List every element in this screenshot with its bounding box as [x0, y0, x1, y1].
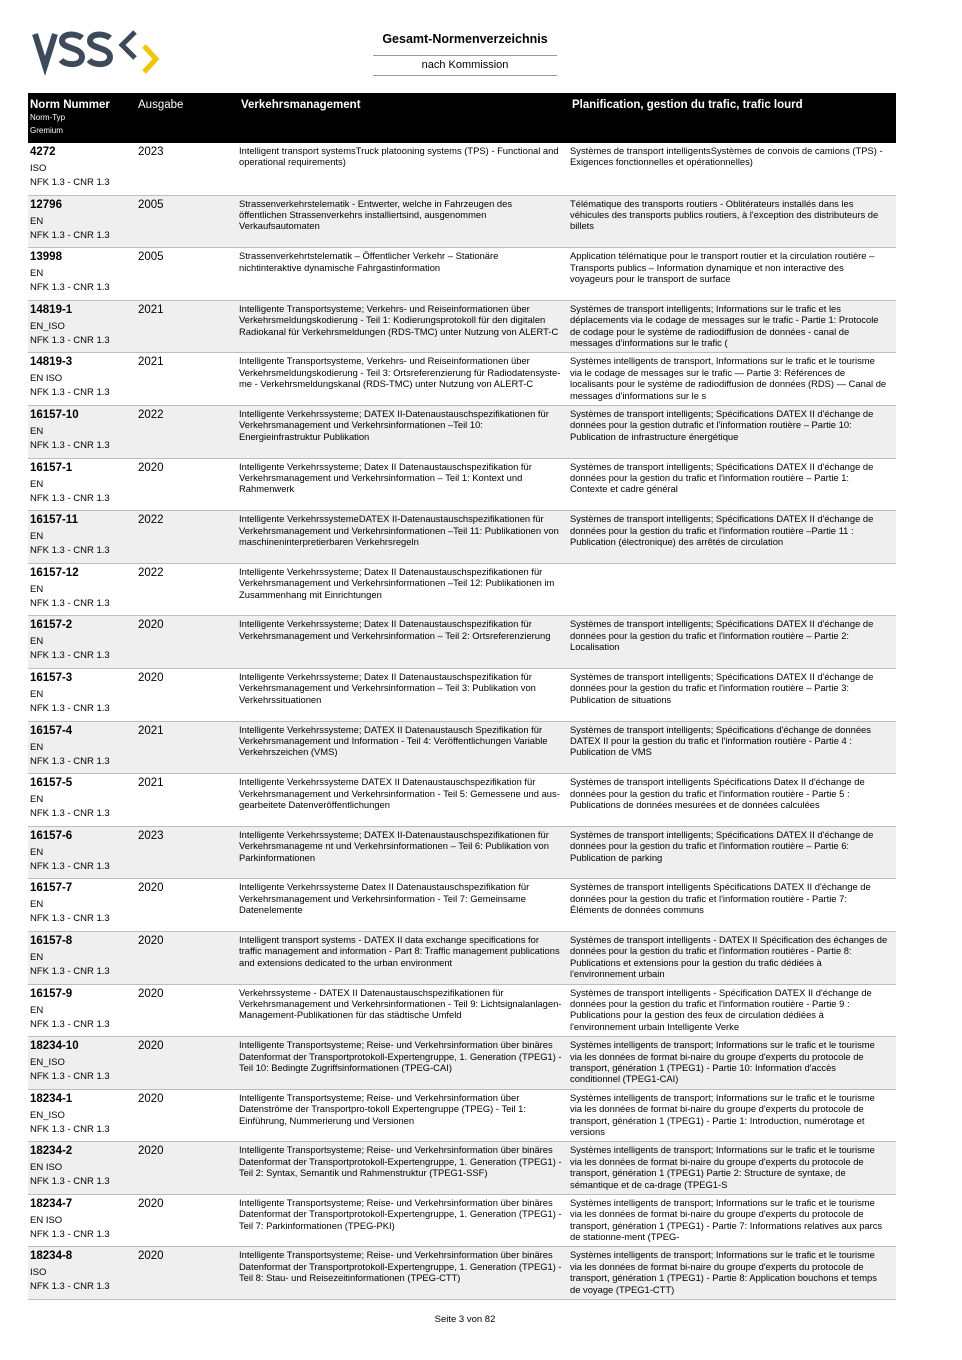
- title-fr-cell: [570, 1247, 896, 1300]
- norm-type: EN ISO: [30, 1214, 63, 1226]
- table-row: [28, 511, 896, 564]
- title-de-cell: [239, 195, 570, 248]
- title-fr-cell: [570, 248, 896, 301]
- norm-cell: [28, 248, 138, 301]
- ausgabe-year: 2023: [138, 829, 164, 842]
- norm-type: EN: [30, 478, 44, 490]
- title-fr-cell: [570, 668, 896, 721]
- ausgabe-cell: [138, 1194, 239, 1247]
- norm-number: 14819-3: [30, 356, 73, 369]
- title-de-cell: [239, 248, 570, 301]
- norm-number: 12796: [30, 198, 62, 211]
- ausgabe-year: 2020: [138, 671, 164, 684]
- title-fr: [570, 564, 896, 566]
- norm-number: 18234-10: [30, 1040, 79, 1053]
- norm-cell: [28, 879, 138, 932]
- header-ausgabe-cell: [138, 93, 239, 143]
- title-de: Intelligente Verkehrssysteme; Datex II Datenaustauschspezifikation für Verkehrsmanagement und Verkehrsinformation – Teil 1: Kontext und Rahmenwerk: [239, 460, 532, 495]
- table-header: [28, 93, 896, 143]
- title-de: Intelligente Verkehrssysteme; Datex II Datenaustauschspezifikation für Verkehrsmanagement und Verkehrsinformation – Teil 2: Ortsreferenzierung: [239, 618, 551, 641]
- norm-type: ISO: [30, 163, 47, 174]
- gremium: NFK 1.3 - CNR 1.3: [30, 545, 110, 557]
- norm-number: 16157-4: [30, 724, 73, 737]
- table-row: [28, 353, 896, 406]
- title-de-cell: [239, 458, 570, 511]
- norm-cell: [28, 826, 138, 879]
- norm-number: 18234-2: [30, 1145, 73, 1158]
- norm-type: EN: [30, 531, 44, 543]
- ausgabe-year: 2021: [138, 356, 164, 369]
- title-fr: Systèmes intelligents de transport; Informations sur le trafic et le tourisme via les données de format bi-naire du groupe d'experts du protocole de transport, génération 1 (TPEG1) - Partie 8: Application bouchons et temps de voyage (TPEG1-CTT): [570, 1249, 877, 1295]
- gremium: NFK 1.3 - CNR 1.3: [30, 808, 110, 820]
- ausgabe-year: 2023: [138, 146, 164, 158]
- norm-type: ISO: [30, 1267, 47, 1279]
- ausgabe-cell: [138, 826, 239, 879]
- gremium: NFK 1.3 - CNR 1.3: [30, 229, 110, 241]
- title-de: Intelligente Transportsysteme; Reise- und Verkehrsinformation über binäres Datenformat der Transportprotokoll-Expertengruppe, 1. Generation (TPEG1) - Teil 2: Syntax, Semantik und Rahmenstruktur (TPEG1-SSF): [239, 1144, 562, 1179]
- norm-type: EN: [30, 688, 44, 700]
- title-de: Intelligent transport systems - DATEX II data exchange specifications for traffic management and information - Part 8: Traffic management publications and extensions dedicated to the urban environment: [239, 933, 560, 968]
- title-de: Strassenverkehrtstelematik – Öffentlicher Verkehr – Stationäre nichtinteraktive dynamische Fahrgastinformation: [239, 250, 499, 273]
- title-de-cell: [239, 511, 570, 564]
- title-de: Intelligente Transportsysteme; Reise- und Verkehrsinformation über binäres Datenformat der Transportprotokoll-Expertengruppe, 1. Generation (TPEG1) - Teil 7: Parkinformationen (TPEG-PKI): [239, 1196, 562, 1231]
- norm-type: EN: [30, 794, 44, 806]
- ausgabe-cell: [138, 721, 239, 774]
- header-fr-cell: [570, 93, 896, 143]
- table-body: [28, 143, 896, 1300]
- gremium: NFK 1.3 - CNR 1.3: [30, 597, 110, 609]
- title-fr: Systèmes de transport intelligents - Spécification DATEX II d'échange de données pour la gestion du trafic et l'information routière - Partie 9 : Publications pour la gestion des feux de circulation dédiées à l'environnement urbain Intelligente Verke: [570, 986, 872, 1032]
- ausgabe-year: 2022: [138, 408, 164, 421]
- title-de: Intelligente Transportsysteme; Reise- und Verkehrsinformation über binäres Datenformat der Transportprotokoll-Expertengruppe, 1. Generation (TPEG1) - Teil 8: Stau- und Reisezeitinformationen (TPEG-CTT): [239, 1249, 562, 1284]
- ausgabe-year: 2020: [138, 619, 164, 632]
- gremium: NFK 1.3 - CNR 1.3: [30, 177, 110, 188]
- norm-cell: [28, 195, 138, 248]
- norm-cell: [28, 931, 138, 984]
- table-row: [28, 248, 896, 301]
- norm-type: EN_ISO: [30, 320, 65, 332]
- norm-cell: [28, 143, 138, 195]
- norm-cell: [28, 300, 138, 353]
- gremium: NFK 1.3 - CNR 1.3: [30, 702, 110, 714]
- ausgabe-cell: [138, 248, 239, 301]
- ausgabe-year: 2021: [138, 303, 164, 316]
- ausgabe-year: 2021: [138, 724, 164, 737]
- title-fr: Systèmes intelligents de transport, Informations sur le trafic et le tourisme via le codage de messages sur le trafic — Partie 3: Références de localisants pour le système de radiodiffusion de données (RDS) — Canal de messages d'informations sur le s: [570, 355, 887, 401]
- ausgabe-cell: [138, 458, 239, 511]
- title-de-cell: [239, 1142, 570, 1195]
- norm-cell: [28, 1142, 138, 1195]
- table-row: [28, 1142, 896, 1195]
- title-de: Intelligente Transportsysteme; Reise- und Verkehrsinformation über binäres Datenformat der Transportprotokoll-Expertengruppe, 1. Generation (TPEG1) - Teil 10: Bedingte Zugriffsinformationen (TPEG-CAI): [239, 1039, 562, 1073]
- table-row: [28, 458, 896, 511]
- title-fr-cell: [570, 721, 896, 774]
- norm-number: 18234-1: [30, 1092, 73, 1105]
- title-fr-cell: [570, 879, 896, 932]
- ausgabe-year: 2020: [138, 1250, 164, 1263]
- ausgabe-cell: [138, 405, 239, 458]
- gremium: NFK 1.3 - CNR 1.3: [30, 1228, 110, 1240]
- table-row: [28, 195, 896, 248]
- title-de: Intelligente Verkehrssysteme DATEX II Datenaustauschspezifikation für Verkehrsmanagement und Verkehrsinformation - Teil 5: Gemessene und aus-gearbeitete Datenveröffentlichungen: [239, 776, 560, 810]
- title-de-cell: [239, 143, 570, 195]
- gremium: NFK 1.3 - CNR 1.3: [30, 439, 110, 451]
- norm-cell: [28, 668, 138, 721]
- ausgabe-cell: [138, 300, 239, 353]
- norm-number: 16157-11: [30, 514, 78, 527]
- ausgabe-year: 2020: [138, 461, 164, 474]
- ausgabe-cell: [138, 511, 239, 564]
- title-fr-cell: [570, 1142, 896, 1195]
- gremium: NFK 1.3 - CNR 1.3: [30, 492, 110, 504]
- table-row: [28, 1089, 896, 1142]
- ausgabe-cell: [138, 1037, 239, 1090]
- norm-type: EN: [30, 268, 44, 280]
- norm-number: 16157-7: [30, 882, 73, 895]
- title-de: Intelligente Verkehrssysteme; Datex II Datenaustauschspezifikation für Verkehrsmanagement und Verkehrsinformation – Teil 3: Publikation von Verkehrssituationen: [239, 670, 536, 705]
- ausgabe-cell: [138, 774, 239, 827]
- header-de-cell: [239, 93, 570, 143]
- ausgabe-year: 2005: [138, 251, 164, 264]
- norm-type: EN: [30, 1004, 44, 1016]
- title-de: Intelligente Verkehrssysteme; DATEX II Datenaustausch Spezifikation für Verkehrsmanagement und Information - Teil 4: Veröffentlichungen Variable Verkehrszeichen (VMS): [239, 723, 548, 758]
- norm-cell: [28, 511, 138, 564]
- ausgabe-year: 2020: [138, 987, 164, 1000]
- title-de: Intelligente Transportsysteme; Reise- und Verkehrsinformation über Datenströme der Transportpro-tokoll Expertengruppe (TPEG) - Teil 1: Einführung, Nummerierung und Versionen: [239, 1091, 526, 1126]
- title-de-cell: [239, 984, 570, 1037]
- title-fr-cell: [570, 616, 896, 669]
- table-row: [28, 931, 896, 984]
- ausgabe-cell: [138, 143, 239, 195]
- title-de-cell: [239, 616, 570, 669]
- table-row: [28, 774, 896, 827]
- header-ausgabe: Ausgabe: [138, 99, 184, 111]
- title-fr: Systèmes intelligents de transport; Informations sur le trafic et le tourisme via les données de format bi-naire du groupe d'experts du protocole de transport, génération 1 (TPEG1) - Partie 10: Information d'accès conditionnel (TPEG1-CAI): [570, 1039, 875, 1085]
- title-de-cell: [239, 1194, 570, 1247]
- title-de-cell: [239, 931, 570, 984]
- title-fr: Systèmes de transport intelligents; Spécifications DATEX II d'échange de données pour la gestion du trafic et l'information routière – Partie 6: Publication de parking: [570, 828, 874, 863]
- norm-type: EN: [30, 846, 44, 858]
- ausgabe-year: 2020: [138, 882, 164, 895]
- table-row: [28, 1247, 896, 1300]
- title-fr-cell: [570, 195, 896, 248]
- gremium: NFK 1.3 - CNR 1.3: [30, 387, 110, 399]
- title-de: Intelligente Verkehrssysteme Datex II Datenaustauschspezifikation für Verkehrsmanagement und Verkehrsinformation - Teil 7: Gemeinsame Datenelemente: [239, 881, 530, 916]
- title-fr-cell: [570, 405, 896, 458]
- gremium: NFK 1.3 - CNR 1.3: [30, 913, 110, 925]
- gremium: NFK 1.3 - CNR 1.3: [30, 282, 110, 294]
- table-row: [28, 721, 896, 774]
- ausgabe-cell: [138, 616, 239, 669]
- norm-number: 16157-8: [30, 934, 73, 947]
- norm-type: EN: [30, 951, 44, 963]
- gremium: NFK 1.3 - CNR 1.3: [30, 1018, 110, 1030]
- norm-number: 18234-8: [30, 1250, 73, 1263]
- ausgabe-cell: [138, 1089, 239, 1142]
- title-de-cell: [239, 1089, 570, 1142]
- ausgabe-year: 2005: [138, 198, 164, 211]
- norm-table: [28, 93, 896, 1300]
- ausgabe-cell: [138, 984, 239, 1037]
- title-fr: Systèmes de transport intelligents Spécifications Datex II d'échange de données pour la gestion du trafic et l'information routière - Partie 5 : Publications de données mesurées et de données calculées: [570, 776, 865, 810]
- vss-logo: [32, 28, 162, 80]
- title-de-cell: [239, 405, 570, 458]
- table-row: [28, 300, 896, 353]
- title-fr: Systèmes de transport intelligentsSystèmes de convois de camions (TPS) - Exigences fonctionnelles et opérationnelles): [570, 145, 883, 168]
- norm-number: 16157-3: [30, 671, 73, 684]
- title-fr: Systèmes de transport intelligents; Spécifications d'échange de données DATEX II pour la gestion du trafic et l'information routière - Partie 4 : Publication de VMS: [570, 723, 871, 758]
- gremium: NFK 1.3 - CNR 1.3: [30, 1281, 110, 1293]
- norm-type: EN_ISO: [30, 1109, 65, 1121]
- page-number: Seite 3 von 82: [434, 1314, 496, 1325]
- norm-type: EN ISO: [30, 373, 63, 385]
- ausgabe-year: 2020: [138, 1145, 164, 1158]
- norm-cell: [28, 458, 138, 511]
- title-de: Intelligent transport systemsTruck platooning systems (TPS) - Functional and operational requirements): [239, 145, 559, 168]
- title-fr: Télématique des transports routiers - Oblitérateurs installés dans les véhicules des transports publics routiers, à l'exception des distributeurs de billets: [570, 197, 879, 232]
- gremium: NFK 1.3 - CNR 1.3: [30, 860, 110, 872]
- header-planification: Planification, gestion du trafic, trafic lourd: [572, 99, 803, 111]
- title-fr-cell: [570, 300, 896, 353]
- document-subtitle: nach Kommission: [373, 55, 557, 76]
- table-row: [28, 1037, 896, 1090]
- gremium: NFK 1.3 - CNR 1.3: [30, 1071, 110, 1083]
- header-norm-cell: [28, 93, 138, 143]
- table-row: [28, 1194, 896, 1247]
- table-row: [28, 143, 896, 195]
- ausgabe-cell: [138, 195, 239, 248]
- norm-cell: [28, 1089, 138, 1142]
- norm-number: 16157-10: [30, 408, 79, 421]
- table-row: [28, 563, 896, 616]
- table-row: [28, 405, 896, 458]
- title-de-cell: [239, 1037, 570, 1090]
- title-de: Intelligente Verkehrssysteme; DATEX II-Datenaustauschspezifikationen für Verkehrsmanagement und Verkehrsinformationen –Teil 10: Energieinfrastruktur Publikation: [239, 407, 549, 442]
- title-fr-cell: [570, 984, 896, 1037]
- title-fr: Application télématique pour le transport routier et la circulation routière – Transports publics – Information dynamique et non interactive des voyageurs pour le transport de surface: [570, 250, 875, 284]
- title-de: Intelligente Transportsysteme, Verkehrs- und Reiseinformationen über Verkehrsmeldungskodierung - Teil 3: Ortsreferenzierung für Radiodatensyste-me - Verkehrsmeldungskanal (RDS-TMC) unter Nutzung von ALERT-C: [239, 355, 561, 390]
- title-fr: Systèmes de transport intelligents; Spécifications DATEX II d'échange de données pour la gestion dutrafic et l'information routière – Partie 10: Publication de infrastructure énergétique: [570, 407, 874, 442]
- norm-number: 16157-1: [30, 461, 73, 474]
- title-fr: Systèmes de transport intelligents; Spécifications DATEX II d'échange de données pour la gestion du trafic et l'information routière –Partie 11 : Publication (électronique) des arrêtés de circulation: [570, 513, 874, 547]
- ausgabe-cell: [138, 353, 239, 406]
- title-de-cell: [239, 300, 570, 353]
- norm-type: EN: [30, 425, 44, 437]
- table-row: [28, 668, 896, 721]
- title-fr-cell: [570, 1037, 896, 1090]
- title-de: Intelligente VerkehrssystemeDATEX II-Datenaustauschspezifikationen für Verkehrsmanagement und Verkehrsinformationen –Teil 11: Publikationen von maschineninterpretierbaren Verkehrsregeln: [239, 513, 559, 547]
- norm-number: 13998: [30, 251, 62, 264]
- ausgabe-year: 2020: [138, 1197, 164, 1210]
- header-norm-typ: Norm-Typ: [30, 113, 66, 122]
- title-fr-cell: [570, 353, 896, 406]
- gremium: NFK 1.3 - CNR 1.3: [30, 650, 110, 662]
- header-norm-nummer: Norm Nummer: [30, 99, 110, 111]
- header-gremium: Gremium: [30, 126, 63, 135]
- ausgabe-cell: [138, 879, 239, 932]
- title-de: Verkehrssysteme - DATEX II Datenaustauschspezifikationen für Verkehrsmanagement und Verkehrsinformationen - Teil 9: Lichtsignalanlagen-Management-Publikationen für das städtische Umfeld: [239, 986, 562, 1021]
- ausgabe-year: 2020: [138, 1092, 164, 1105]
- ausgabe-cell: [138, 563, 239, 616]
- norm-cell: [28, 774, 138, 827]
- title-fr: Systèmes intelligents de transport; Informations sur le trafic et le tourisme via les données de format bi-naire du groupe d'experts du protocole de transport, génération 1 (TPEG1) - Partie 7: Informations relatives aux parcs de stationne-ment (TPEG-: [570, 1196, 883, 1243]
- norm-type: EN: [30, 899, 44, 911]
- table-row: [28, 616, 896, 669]
- norm-cell: [28, 616, 138, 669]
- norm-cell: [28, 563, 138, 616]
- title-de-cell: [239, 1247, 570, 1300]
- gremium: NFK 1.3 - CNR 1.3: [30, 755, 110, 767]
- title-de: Intelligente Verkehrssysteme; Datex II Datenaustauschspezifikationen für Verkehrsmanagement und Verkehrsinformationen –Teil 12: Publikationen im Zusammenhang mit Einrichtungen: [239, 565, 555, 600]
- title-fr: Systèmes intelligents de transport; Informations sur le trafic et le tourisme via les données de format bi-naire du groupe d'experts du protocole de transport, génération 1 (TPEG1) Partie 2: Structure de syntaxe, de sémantique et de ca-drage (TPEG1-S: [570, 1144, 875, 1190]
- title-fr: Systèmes de transport intelligents; Spécifications DATEX II d'échange de données pour la gestion du trafic et l'information routière – Partie 3: Publication de situations: [570, 670, 874, 705]
- gremium: NFK 1.3 - CNR 1.3: [30, 334, 110, 346]
- norm-cell: [28, 405, 138, 458]
- norm-cell: [28, 1037, 138, 1090]
- title-de-cell: [239, 879, 570, 932]
- norm-number: 14819-1: [30, 303, 73, 316]
- title-fr: Systèmes de transport intelligents Spécifications DATEX II d'échange de données pour la gestion du trafic et l'information routière - Partie 7: Éléments de données communs: [570, 881, 871, 916]
- ausgabe-year: 2020: [138, 934, 164, 947]
- gremium: NFK 1.3 - CNR 1.3: [30, 1176, 110, 1188]
- title-de-cell: [239, 721, 570, 774]
- norm-number: 16157-2: [30, 619, 73, 632]
- ausgabe-cell: [138, 1142, 239, 1195]
- title-de: Intelligente Verkehrssysteme; DATEX II-Datenaustauschspezifikationen für Verkehrsmanageme nt und Verkehrsinformationen – Teil 6: Publikation von Parkinformationen: [239, 828, 549, 863]
- title-fr: Systèmes de transport intelligents - DATEX II Spécification des échanges de données pour la gestion du trafic et l'information routières - Partie 8: Publications et extensions pour la gestion du trafic dédiées à l'environnement urbain: [570, 933, 888, 980]
- title-fr: Systèmes de transport intelligents; Spécifications DATEX II d'échange de données pour la gestion du trafic et l'information routière – Partie 1: Contexte et cadre général: [570, 460, 874, 495]
- ausgabe-year: 2021: [138, 777, 164, 790]
- norm-number: 16157-9: [30, 987, 73, 1000]
- title-de: Strassenverkehrstelematik - Entwerter, welche in Fahrzeugen des öffentlichen Strassenverkehrs installiertsind, ausgenommen Verkaufsautomaten: [239, 197, 513, 232]
- title-fr: Systèmes de transport intelligents; Spécifications DATEX II d'échange de données pour la gestion du trafic et l'information routière – Partie 2: Localisation: [570, 618, 874, 653]
- norm-type: EN: [30, 636, 44, 648]
- title-de-cell: [239, 563, 570, 616]
- title-de-cell: [239, 353, 570, 406]
- title-fr-cell: [570, 511, 896, 564]
- title-fr-cell: [570, 143, 896, 195]
- title-fr-cell: [570, 931, 896, 984]
- gremium: NFK 1.3 - CNR 1.3: [30, 1123, 110, 1135]
- title-de: Intelligente Transportsysteme; Verkehrs- und Reiseinformationen über Verkehrsmeldungskodierung - Teil 1: Kodierungsprotokoll für den digitalen Radiokanal für Verkehrsmeldungen (RDS-TMC) unter Nutzung von ALERT-C: [239, 302, 559, 337]
- norm-type: EN: [30, 215, 44, 227]
- norm-number: 16157-12: [30, 566, 79, 579]
- norm-cell: [28, 1247, 138, 1300]
- title-fr-cell: [570, 563, 896, 616]
- gremium: NFK 1.3 - CNR 1.3: [30, 965, 110, 977]
- norm-type: EN_ISO: [30, 1057, 65, 1069]
- norm-type: EN: [30, 583, 44, 595]
- title-fr-cell: [570, 1194, 896, 1247]
- norm-number: 16157-6: [30, 829, 73, 842]
- title-de-cell: [239, 668, 570, 721]
- ausgabe-year: 2022: [138, 566, 164, 579]
- title-fr: Systèmes de transport intelligents; Informations sur le trafic et les déplacements via le codage de messages sur le trafic - Partie 1: Protocole de codage pour le système de radiodiffusion de données - canal de messages d'informations sur le trafic (: [570, 302, 879, 348]
- title-fr-cell: [570, 1089, 896, 1142]
- norm-type: EN ISO: [30, 1162, 63, 1174]
- header-verkehrsmanagement: Verkehrsmanagement: [241, 99, 361, 111]
- norm-type: EN: [30, 741, 44, 753]
- norm-cell: [28, 984, 138, 1037]
- ausgabe-year: 2022: [138, 514, 164, 527]
- title-fr: Systèmes intelligents de transport; Informations sur le trafic et le tourisme via les données de format bi-naire du groupe d'experts du protocole de transport, génération 1 (TPEG1) - Partie 1: Introduction, numérotage et versions: [570, 1091, 875, 1137]
- table-row: [28, 826, 896, 879]
- ausgabe-cell: [138, 668, 239, 721]
- ausgabe-cell: [138, 931, 239, 984]
- ausgabe-cell: [138, 1247, 239, 1300]
- norm-number: 4272: [30, 146, 56, 158]
- title-fr-cell: [570, 774, 896, 827]
- norm-number: 18234-7: [30, 1197, 73, 1210]
- norm-cell: [28, 1194, 138, 1247]
- title-de-cell: [239, 826, 570, 879]
- table-row: [28, 879, 896, 932]
- title-de-cell: [239, 774, 570, 827]
- table-row: [28, 984, 896, 1037]
- norm-cell: [28, 721, 138, 774]
- norm-number: 16157-5: [30, 777, 73, 790]
- title-fr-cell: [570, 826, 896, 879]
- title-fr-cell: [570, 458, 896, 511]
- norm-cell: [28, 353, 138, 406]
- ausgabe-year: 2020: [138, 1040, 164, 1053]
- document-title: Gesamt-Normenverzeichnis: [382, 32, 548, 46]
